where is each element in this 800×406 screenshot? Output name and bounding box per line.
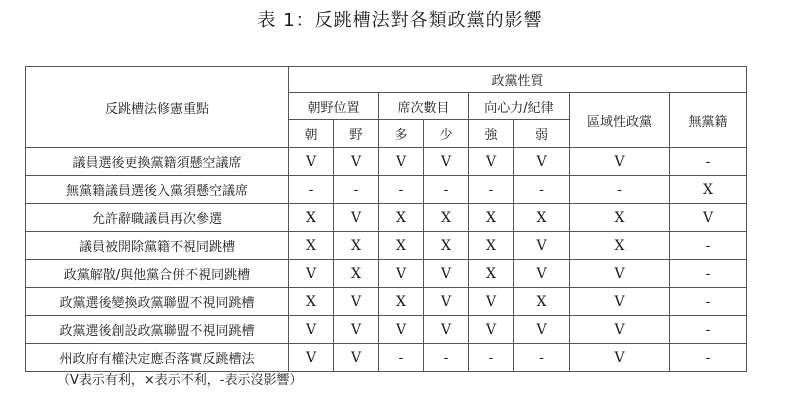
impact-cell: X — [469, 204, 514, 232]
impact-cell: X — [334, 232, 379, 260]
row-label: 允許辭職議員再次參選 — [26, 204, 289, 232]
subheader-seats: 席次數目 — [379, 93, 469, 120]
impact-cell: V — [334, 288, 379, 316]
table-row — [26, 288, 747, 316]
leaf-header-weak: 弱 — [514, 120, 570, 148]
impact-cell: X — [670, 176, 747, 204]
impact-cell: - — [514, 176, 570, 204]
impact-cell: X — [570, 232, 670, 260]
impact-cell: - — [469, 176, 514, 204]
leaf-header-opposition: 野 — [334, 120, 379, 148]
impact-cell: - — [514, 344, 570, 372]
impact-cell: V — [379, 260, 424, 288]
leaf-header-strong: 強 — [469, 120, 514, 148]
impact-cell: X — [424, 204, 469, 232]
row-header-cell: 反跳槽法修憲重點 — [26, 67, 289, 148]
impact-cell: V — [570, 288, 670, 316]
table-title: 表 1：反跳槽法對各類政黨的影響 — [257, 10, 543, 31]
impact-cell: X — [379, 288, 424, 316]
impact-cell: - — [670, 316, 747, 344]
impact-cell: - — [289, 176, 334, 204]
impact-cell: - — [670, 344, 747, 372]
table-row — [26, 316, 747, 344]
leaf-header-many: 多 — [379, 120, 424, 148]
row-label: 政黨選後創設政黨聯盟不視同跳槽 — [26, 316, 289, 344]
impact-cell: - — [424, 344, 469, 372]
impact-cell: - — [670, 260, 747, 288]
table-row — [26, 204, 747, 232]
impact-cell: V — [570, 148, 670, 176]
impact-cell: V — [289, 260, 334, 288]
impact-cell: - — [424, 176, 469, 204]
impact-cell: V — [334, 316, 379, 344]
leaf-header-ruling: 朝 — [289, 120, 334, 148]
impact-cell: X — [379, 204, 424, 232]
row-label: 議員選後更換黨籍須懸空議席 — [26, 148, 289, 176]
impact-cell: X — [469, 260, 514, 288]
impact-cell: V — [379, 148, 424, 176]
table-row — [26, 148, 747, 176]
row-label: 政黨解散/與他黨合併不視同跳槽 — [26, 260, 289, 288]
table-row — [26, 344, 747, 372]
impact-cell: X — [514, 288, 570, 316]
impact-cell: V — [670, 204, 747, 232]
row-label: 無黨籍議員選後入黨須懸空議席 — [26, 176, 289, 204]
impact-cell: - — [379, 176, 424, 204]
subheader-regional: 區域性政黨 — [570, 93, 670, 148]
impact-cell: - — [670, 148, 747, 176]
row-label: 議員被開除黨籍不視同跳槽 — [26, 232, 289, 260]
row-label: 政黨選後變換政黨聯盟不視同跳槽 — [26, 288, 289, 316]
impact-cell: V — [289, 148, 334, 176]
impact-cell: V — [424, 288, 469, 316]
impact-cell: V — [469, 288, 514, 316]
impact-cell: V — [424, 260, 469, 288]
legend-note: （V表示有利，×表示不利，-表示沒影響） — [57, 373, 303, 388]
impact-cell: - — [570, 176, 670, 204]
impact-cell: V — [469, 148, 514, 176]
impact-cell: - — [334, 176, 379, 204]
impact-cell: V — [334, 344, 379, 372]
impact-cell: X — [379, 232, 424, 260]
impact-cell: V — [424, 316, 469, 344]
impact-cell: V — [379, 316, 424, 344]
impact-cell: V — [570, 344, 670, 372]
impact-cell: - — [670, 288, 747, 316]
impact-cell: X — [289, 288, 334, 316]
impact-cell: V — [334, 204, 379, 232]
subheader-cohesion: 向心力/紀律 — [469, 93, 570, 120]
impact-cell: V — [334, 148, 379, 176]
impact-cell: V — [424, 148, 469, 176]
impact-cell: V — [514, 316, 570, 344]
subheader-position: 朝野位置 — [289, 93, 379, 120]
impact-cell: V — [289, 344, 334, 372]
impact-cell: X — [289, 232, 334, 260]
impact-cell: X — [514, 204, 570, 232]
row-label: 州政府有權決定應否落實反跳槽法 — [26, 344, 289, 372]
impact-cell: X — [289, 204, 334, 232]
group-header-cell: 政黨性質 — [289, 67, 747, 93]
impact-cell: X — [334, 260, 379, 288]
impact-cell: V — [469, 316, 514, 344]
impact-cell: V — [514, 260, 570, 288]
impact-cell: V — [514, 148, 570, 176]
impact-cell: V — [514, 232, 570, 260]
table-row — [26, 232, 747, 260]
table-row — [26, 260, 747, 288]
impact-cell: - — [379, 344, 424, 372]
impact-cell: V — [570, 260, 670, 288]
impact-table — [25, 66, 747, 372]
table-row — [26, 176, 747, 204]
impact-cell: X — [424, 232, 469, 260]
leaf-header-few: 少 — [424, 120, 469, 148]
subheader-independent: 無黨籍 — [670, 93, 747, 148]
impact-cell: - — [469, 344, 514, 372]
impact-cell: X — [469, 232, 514, 260]
impact-cell: - — [670, 232, 747, 260]
impact-cell: V — [289, 316, 334, 344]
impact-cell: X — [570, 204, 670, 232]
impact-cell: V — [570, 316, 670, 344]
